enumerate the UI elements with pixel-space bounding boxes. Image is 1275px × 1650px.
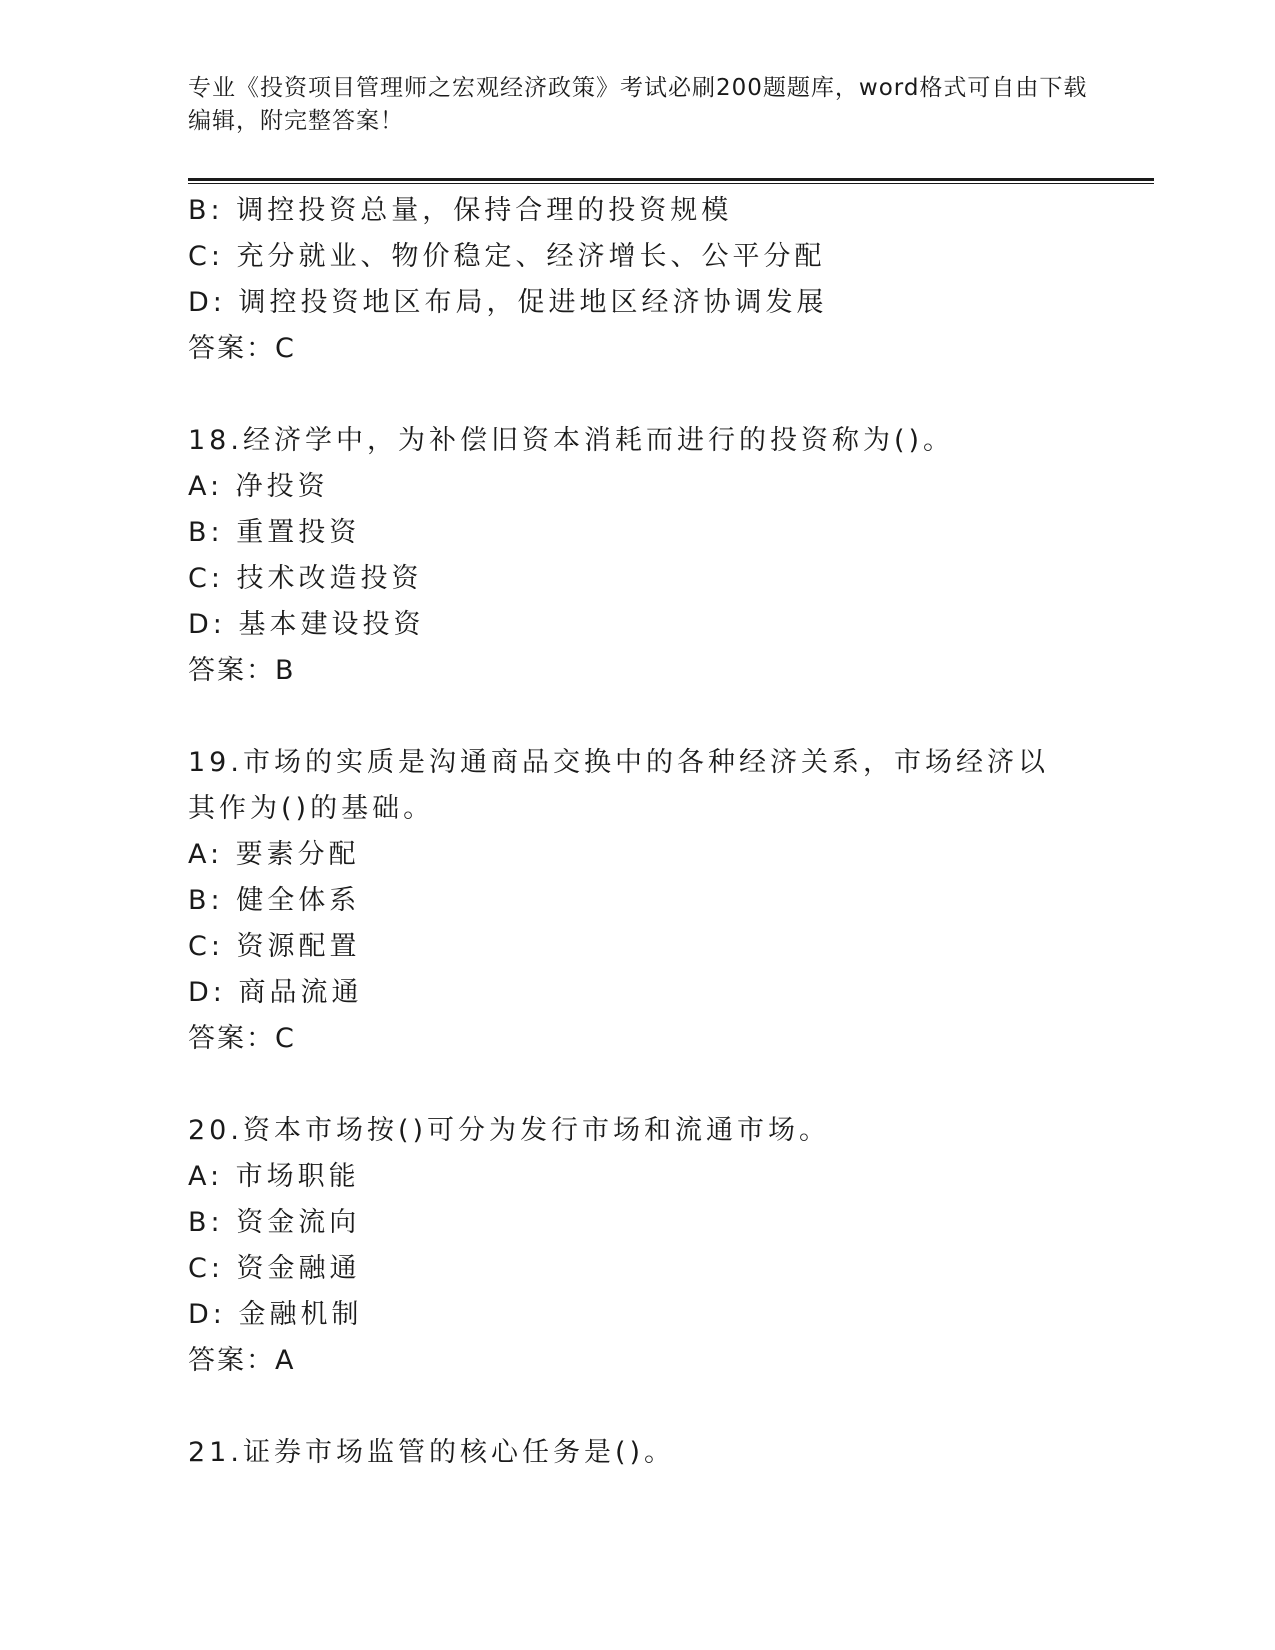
option-a: A: 市场职能: [188, 1161, 360, 1192]
option-b: B: 调控投资总量，保持合理的投资规模: [188, 195, 733, 226]
option-c: C: 充分就业、物价稳定、经济增长、公平分配: [188, 241, 826, 272]
option-a: A: 净投资: [188, 471, 329, 502]
option-d: D: 基本建设投资: [188, 609, 425, 640]
question-list: [188, 188, 1088, 1476]
option-a: A: 要素分配: [188, 839, 360, 870]
answer: 答案：C: [188, 333, 296, 364]
option-b: B: 重置投资: [188, 517, 361, 548]
question-stem: 18.经济学中，为补偿旧资本消耗而进行的投资称为()。: [188, 425, 955, 456]
document-header: 专业《投资项目管理师之宏观经济政策》考试必刷200题题库，word格式可自由下载编辑，附完整答案！: [188, 75, 1088, 134]
answer: 答案：B: [188, 655, 296, 686]
option-b: B: 健全体系: [188, 885, 361, 916]
option-d: D: 金融机制: [188, 1299, 363, 1330]
option-c: C: 资源配置: [188, 931, 361, 962]
question-18: [188, 418, 1088, 694]
answer: 答案：A: [188, 1345, 296, 1376]
question-stem: 21.证券市场监管的核心任务是()。: [188, 1437, 676, 1468]
question-stem: 19.市场的实质是沟通商品交换中的各种经济关系，市场经济以其作为()的基础。: [188, 747, 1049, 824]
option-c: C: 技术改造投资: [188, 563, 423, 594]
option-d: D: 商品流通: [188, 977, 363, 1008]
question-stem: 20.资本市场按()可分为发行市场和流通市场。: [188, 1115, 831, 1146]
header-divider-thick: [188, 178, 1154, 181]
question-19: [188, 740, 1088, 1062]
header-divider-thin: [188, 183, 1154, 184]
question-21: [188, 1430, 1088, 1476]
option-c: C: 资金融通: [188, 1253, 361, 1284]
question-20: [188, 1108, 1088, 1384]
answer: 答案：C: [188, 1023, 296, 1054]
option-d: D: 调控投资地区布局，促进地区经济协调发展: [188, 287, 828, 318]
carryover-question: [188, 188, 1088, 372]
option-b: B: 资金流向: [188, 1207, 361, 1238]
